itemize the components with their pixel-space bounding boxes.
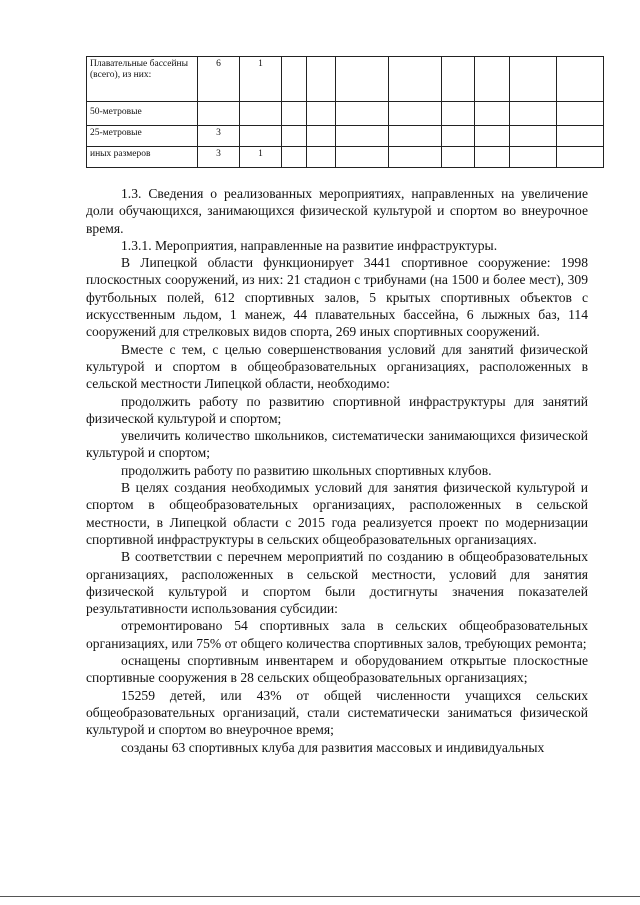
table-cell bbox=[307, 126, 336, 147]
row-label: Плавательные бассейны (всего), из них: bbox=[87, 57, 198, 102]
table-cell bbox=[510, 57, 557, 102]
table-cell: 1 bbox=[240, 147, 282, 168]
list-item: оснащены спортивным инвентарем и оборудованием открытые плоскостные спортивные сооружения в 28 сельских общеобразовательных организациях; bbox=[86, 653, 588, 686]
row-label: 50-метровые bbox=[87, 102, 198, 126]
table-cell bbox=[389, 57, 442, 102]
table-cell bbox=[389, 126, 442, 147]
table-cell bbox=[307, 57, 336, 102]
table-cell bbox=[282, 57, 307, 102]
list-item: созданы 63 спортивных клуба для развития массовых и индивидуальных bbox=[121, 739, 545, 755]
table-cell bbox=[336, 102, 389, 126]
table-row bbox=[87, 102, 604, 126]
section-heading: 1.3. Сведения о реализованных мероприятиях, направленных на увеличение доли обучающихся, занимающихся физической культурой и спортом во внеурочное время. bbox=[86, 186, 588, 236]
table-row bbox=[87, 126, 604, 147]
table-cell: 6 bbox=[198, 57, 240, 102]
table-cell bbox=[389, 102, 442, 126]
paragraph: Вместе с тем, с целью совершенствования условий для занятий физической культурой и спортом в общеобразовательных организациях, расположенных в сельской местности Липецкой области, необходимо: bbox=[86, 341, 588, 392]
table-cell bbox=[475, 57, 510, 102]
table-cell bbox=[282, 102, 307, 126]
table-cell: 1 bbox=[240, 57, 282, 102]
paragraph: В целях создания необходимых условий для занятия физической культурой и спортом в общеобразовательных организациях, расположенных в сельской местности, в Липецкой области с 2015 года реализуется проект по модернизации спортивной инфраструктуры в сельских общеобразовательных организациях. bbox=[86, 480, 588, 547]
table-cell bbox=[336, 57, 389, 102]
table-cell bbox=[510, 126, 557, 147]
table-cell bbox=[475, 147, 510, 168]
list-item: увеличить количество школьников, систематически занимающихся физической культурой и спортом; bbox=[86, 428, 588, 461]
table-cell bbox=[557, 126, 604, 147]
table-cell bbox=[307, 147, 336, 168]
table-cell bbox=[198, 102, 240, 126]
table-cell bbox=[282, 147, 307, 168]
list-item: отремонтировано 54 спортивных зала в сельских общеобразовательных организациях, или 75% от общего количества спортивных залов, требующих ремонта; bbox=[86, 618, 588, 651]
table-cell bbox=[282, 126, 307, 147]
subsection-heading: 1.3.1. Мероприятия, направленные на развитие инфраструктуры. bbox=[121, 237, 498, 253]
paragraph: В Липецкой области функционирует 3441 спортивное сооружение: 1998 плоскостных сооружений, из них: 21 стадион с трибунами (на 1500 и более мест), 309 футбольных полей, 612 спортивных залов, 5 крытых спортивных объектов с искусственным льдом, 1 манеж, 44 плавательных бассейна, 6 лыжных баз, 114 сооружений для стрелковых видов спорта, 269 иных спортивных сооружений. bbox=[86, 255, 588, 340]
table-cell bbox=[557, 57, 604, 102]
table-cell bbox=[557, 102, 604, 126]
table-cell bbox=[475, 126, 510, 147]
table-cell bbox=[510, 147, 557, 168]
table-cell bbox=[336, 126, 389, 147]
table-cell bbox=[510, 102, 557, 126]
row-label: иных размеров bbox=[87, 147, 198, 168]
table-cell bbox=[442, 126, 475, 147]
table-cell bbox=[442, 57, 475, 102]
table-cell bbox=[307, 102, 336, 126]
sports-facilities-table bbox=[86, 56, 604, 168]
list-item: продолжить работу по развитию спортивной инфраструктуры для занятий физической культурой и спортом; bbox=[86, 393, 588, 426]
list-item: 15259 детей, или 43% от общей численности учащихся сельских общеобразовательных организаций, стали систематически заниматься физической культурой и спортом во внеурочное время; bbox=[86, 687, 588, 738]
table-cell bbox=[240, 102, 282, 126]
table-cell bbox=[475, 102, 510, 126]
table-cell bbox=[442, 147, 475, 168]
table-cell bbox=[336, 147, 389, 168]
list-item: продолжить работу по развитию школьных спортивных клубов. bbox=[121, 462, 492, 478]
paragraph: В соответствии с перечнем мероприятий по созданию в общеобразовательных организациях, расположенных в сельской местности, условий для занятия физической культурой и спортом были достигнуты значения показателей результативности использования субсидии: bbox=[86, 549, 588, 617]
table-cell bbox=[240, 126, 282, 147]
table-row bbox=[87, 147, 604, 168]
table-cell bbox=[557, 147, 604, 168]
row-label: 25-метровые bbox=[87, 126, 198, 147]
page-bottom-rule bbox=[0, 896, 640, 897]
table-row bbox=[87, 57, 604, 102]
table-cell bbox=[442, 102, 475, 126]
table-cell bbox=[389, 147, 442, 168]
table-cell: 3 bbox=[198, 147, 240, 168]
table-cell: 3 bbox=[198, 126, 240, 147]
body-text bbox=[86, 185, 588, 756]
